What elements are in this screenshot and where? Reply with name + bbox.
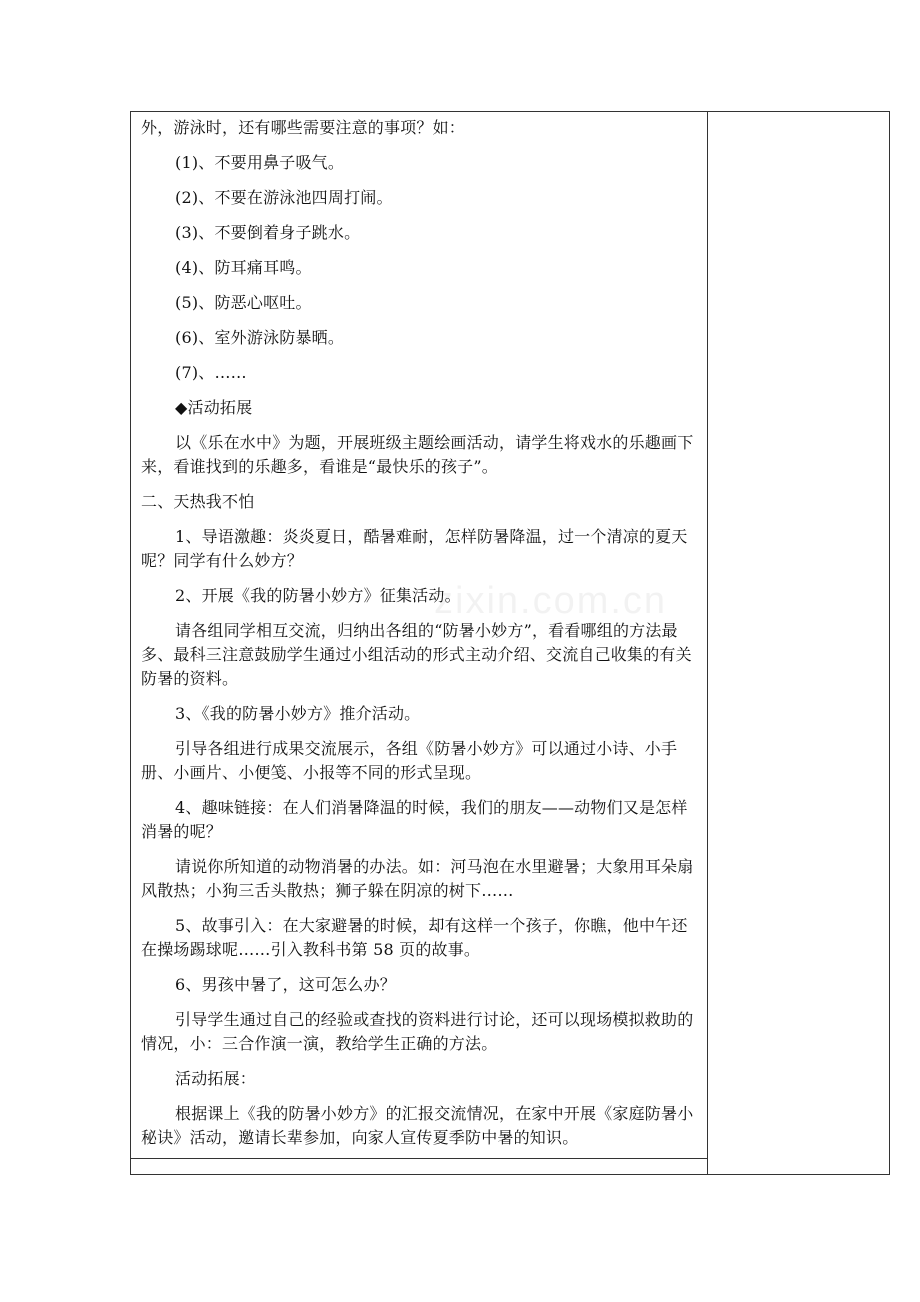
paragraph: 1、导语激趣：炎炎夏日，酷暑难耐，怎样防暑降温，过一个清凉的夏天呢？同学有什么妙方？: [141, 527, 688, 570]
paragraph: (5)、防恶心呕吐。: [175, 293, 312, 312]
paragraph: (2)、不要在游泳池四周打闹。: [175, 188, 393, 207]
paragraph: ◆活动拓展: [175, 398, 253, 417]
paragraph: 外，游泳时，还有哪些需要注意的事项？如：: [141, 118, 466, 137]
paragraph: 2、开展《我的防暑小妙方》征集活动。: [175, 586, 461, 605]
paragraph: 3、《我的防暑小妙方》推介活动。: [175, 704, 421, 723]
paragraph: 二、天热我不怕: [141, 492, 255, 511]
paragraph: 根据课上《我的防暑小妙方》的汇报交流情况，在家中开展《家庭防暑小秘诀》活动，邀请长辈参加，向家人宣传夏季防中暑的知识。: [141, 1104, 694, 1147]
paragraph: (3)、不要倒着身子跳水。: [175, 223, 361, 242]
paragraph: 请说你所知道的动物消暑的办法。如：河马泡在水里避暑；大象用耳朵扇风散热；小狗三舌头散热；狮子躲在阴凉的树下……: [141, 857, 694, 900]
paragraph: 以《乐在水中》为题，开展班级主题绘画活动，请学生将戏水的乐趣画下来，看谁找到的乐趣多，看谁是“最快乐的孩子”。: [141, 433, 694, 476]
paragraph: 活动拓展：: [175, 1069, 257, 1088]
column-divider: [707, 112, 708, 1174]
paragraph: (1)、不要用鼻子吸气。: [175, 153, 345, 172]
paragraph: 4、趣味链接：在人们消暑降温的时候，我们的朋友——动物们又是怎样消暑的呢？: [141, 798, 688, 841]
content-cell: [141, 116, 701, 1161]
lesson-table: [130, 111, 890, 1175]
paragraph: 请各组同学相互交流，归纳出各组的“防暑小妙方”，看看哪组的方法最多、最科三注意鼓励学生通过小组活动的形式主动介绍、交流自己收集的有关防暑的资料。: [141, 621, 692, 688]
paragraph: 引导学生通过自己的经验或查找的资料进行讨论，还可以现场模拟救助的情况，小：三合作演一演，教给学生正确的方法。: [141, 1010, 694, 1053]
paragraph: (7)、……: [175, 363, 247, 382]
paragraph: 5、故事引入：在大家避暑的时候，却有这样一个孩子，你瞧，他中午还在操场踢球呢……引入教科书第 58 页的故事。: [141, 916, 688, 959]
paragraph: 6、男孩中暑了，这可怎么办？: [175, 975, 396, 994]
paragraph: (4)、防耳痛耳鸣。: [175, 258, 312, 277]
paragraph: (6)、室外游泳防暴晒。: [175, 328, 345, 347]
watermark: zixin.com.cn: [434, 580, 668, 622]
paragraph: 引导各组进行成果交流展示，各组《防暑小妙方》可以通过小诗、小手册、小画片、小便笺、小报等不同的形式呈现。: [141, 739, 678, 782]
